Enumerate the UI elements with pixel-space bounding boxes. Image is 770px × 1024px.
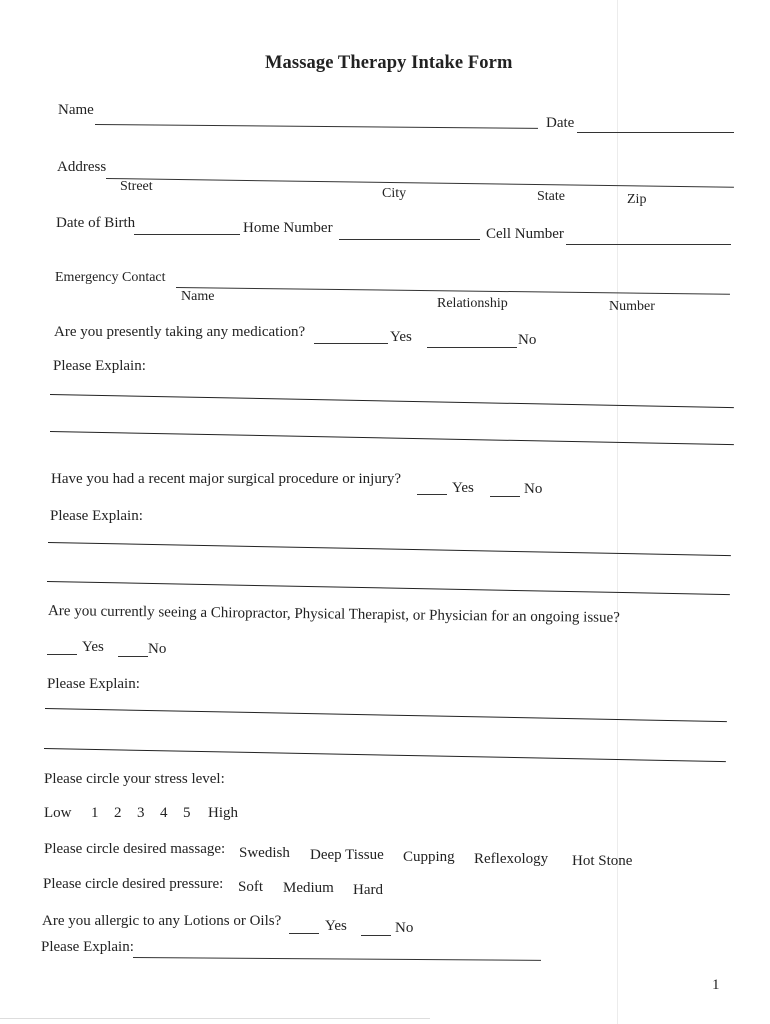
- allergy-no-field[interactable]: [361, 935, 391, 936]
- medication-yes-field[interactable]: [314, 343, 388, 344]
- cell-number-label: Cell Number: [486, 226, 564, 242]
- medication-question: Are you presently taking any medication?: [54, 324, 306, 340]
- chiro-question: Are you currently seeing a Chiropractor, Physical Therapist, or Physician for an ongoing issue?: [47, 603, 620, 626]
- surgery-yes-field[interactable]: [417, 494, 447, 495]
- medication-explain-label: Please Explain:: [53, 358, 146, 374]
- massage-option-cupping[interactable]: Cupping: [403, 849, 455, 865]
- scan-edge-line: [0, 1018, 430, 1019]
- chiro-explain-label: Please Explain:: [47, 676, 140, 692]
- surgery-explain-label: Please Explain:: [50, 508, 143, 524]
- dob-field[interactable]: [134, 234, 240, 235]
- form-title: Massage Therapy Intake Form: [265, 53, 513, 73]
- medication-no-label: No: [518, 332, 537, 348]
- massage-option-hot-stone[interactable]: Hot Stone: [572, 853, 633, 869]
- surgery-no-field[interactable]: [490, 496, 520, 497]
- massage-option-reflexology[interactable]: Reflexology: [474, 851, 549, 867]
- medication-yes-label: Yes: [390, 329, 412, 345]
- emergency-contact-field[interactable]: [176, 287, 730, 295]
- stress-level-4[interactable]: 4: [160, 805, 168, 821]
- allergy-yes-label: Yes: [325, 918, 347, 934]
- stress-high-label: High: [208, 805, 238, 821]
- medication-no-field[interactable]: [427, 347, 517, 348]
- pressure-option-medium[interactable]: Medium: [283, 880, 334, 896]
- ec-relationship-caption: Relationship: [437, 296, 508, 311]
- pressure-option-soft[interactable]: Soft: [238, 879, 264, 895]
- pressure-option-hard[interactable]: Hard: [353, 882, 383, 898]
- massage-question: Please circle desired massage:: [44, 841, 226, 857]
- home-number-field[interactable]: [339, 239, 480, 240]
- street-caption: Street: [120, 179, 153, 194]
- address-field[interactable]: [106, 178, 734, 188]
- date-label: Date: [546, 115, 575, 131]
- home-number-label: Home Number: [243, 220, 333, 236]
- surgery-yes-label: Yes: [452, 480, 474, 496]
- stress-level-5[interactable]: 5: [183, 805, 191, 821]
- medication-explain-line-2[interactable]: [50, 431, 734, 445]
- page-number: 1: [712, 977, 720, 993]
- date-field[interactable]: [577, 132, 734, 133]
- allergy-explain-label: Please Explain:: [41, 939, 134, 955]
- stress-level-2[interactable]: 2: [114, 805, 122, 821]
- chiro-yes-label: Yes: [82, 639, 104, 655]
- state-caption: State: [537, 189, 565, 204]
- chiro-explain-line-1[interactable]: [45, 708, 727, 722]
- address-label: Address: [57, 159, 107, 175]
- stress-scale: [44, 806, 238, 821]
- allergy-no-label: No: [395, 920, 414, 936]
- surgery-explain-line-2[interactable]: [47, 581, 730, 595]
- page-fold-line: [617, 0, 618, 1024]
- surgery-no-label: No: [524, 481, 543, 497]
- ec-name-caption: Name: [181, 289, 215, 304]
- name-field[interactable]: [95, 124, 538, 129]
- chiro-yes-field[interactable]: [47, 654, 77, 655]
- chiro-explain-line-2[interactable]: [44, 748, 726, 762]
- surgery-question: Have you had a recent major surgical procedure or injury?: [51, 471, 401, 487]
- allergy-yes-field[interactable]: [289, 933, 319, 934]
- stress-question: Please circle your stress level:: [44, 771, 225, 787]
- allergy-explain-field[interactable]: [133, 957, 541, 961]
- name-label: Name: [58, 102, 94, 118]
- stress-level-1[interactable]: 1: [91, 805, 99, 821]
- chiro-no-label: No: [148, 641, 167, 657]
- surgery-explain-line-1[interactable]: [48, 542, 731, 556]
- pressure-question: Please circle desired pressure:: [43, 876, 224, 892]
- city-caption: City: [382, 186, 407, 201]
- massage-option-swedish[interactable]: Swedish: [239, 845, 290, 861]
- stress-low-label: Low: [44, 805, 72, 821]
- stress-level-3[interactable]: 3: [137, 805, 145, 821]
- zip-caption: Zip: [627, 192, 647, 207]
- dob-label: Date of Birth: [56, 215, 136, 231]
- medication-explain-line-1[interactable]: [50, 394, 734, 408]
- emergency-contact-label: Emergency Contact: [55, 270, 166, 285]
- chiro-no-field[interactable]: [118, 656, 148, 657]
- ec-number-caption: Number: [609, 299, 655, 314]
- cell-number-field[interactable]: [566, 244, 731, 245]
- allergy-question: Are you allergic to any Lotions or Oils?: [42, 913, 282, 929]
- massage-option-deep-tissue[interactable]: Deep Tissue: [310, 847, 384, 863]
